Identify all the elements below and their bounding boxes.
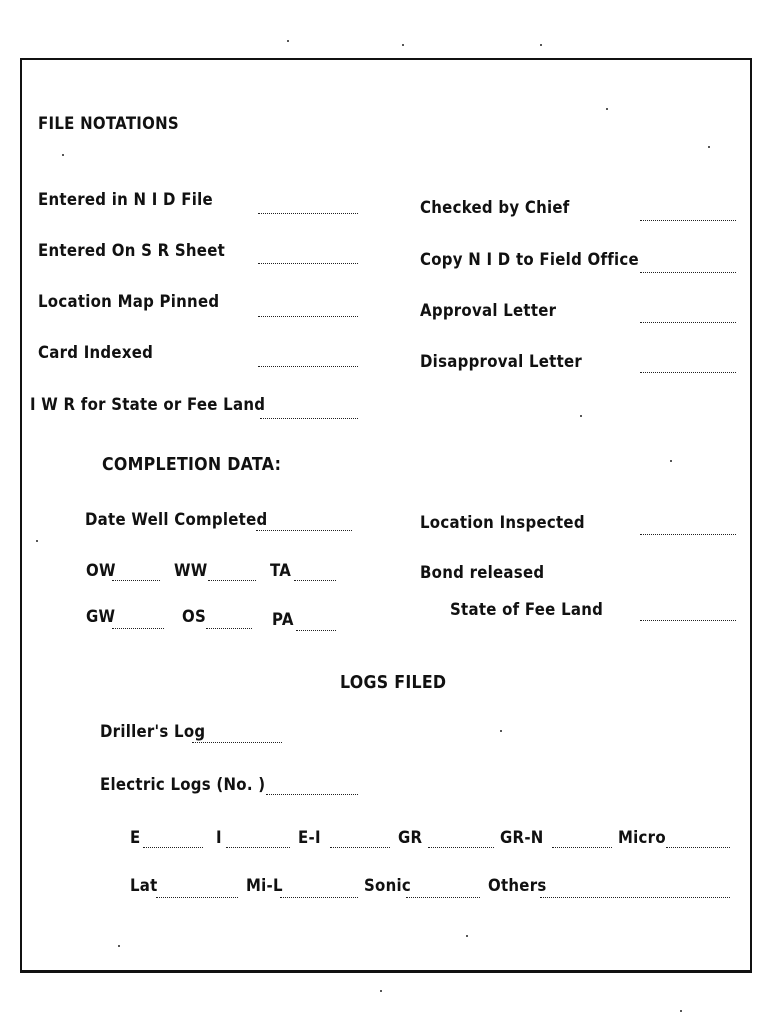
ei-log-label: E-I xyxy=(298,828,321,848)
mil-log-field[interactable] xyxy=(280,897,358,898)
ww-label: WW xyxy=(174,561,208,581)
electric-logs-label: Electric Logs (No. ) xyxy=(100,775,266,795)
drillers-log-label: Driller's Log xyxy=(100,722,206,742)
ww-field[interactable] xyxy=(208,580,256,581)
right-item-disapproval-letter: Disapproval Letter xyxy=(420,352,583,372)
gr-log-label: GR xyxy=(398,828,423,848)
ta-field[interactable] xyxy=(294,580,336,581)
form-title: FILE NOTATIONS xyxy=(38,114,179,134)
lat-log-field[interactable] xyxy=(156,897,238,898)
state-or-fee-land-field[interactable] xyxy=(640,620,736,621)
scan-speck xyxy=(287,40,289,42)
copy-nid-field-office-field[interactable] xyxy=(640,272,736,273)
pa-label: PA xyxy=(272,610,294,630)
micro-log-label: Micro xyxy=(618,828,666,848)
left-item-card-indexed: Card Indexed xyxy=(38,343,154,363)
scan-speck xyxy=(500,730,502,732)
left-item-iwr-state-fee-land: I W R for State or Fee Land xyxy=(30,395,266,415)
location-inspected-label: Location Inspected xyxy=(420,513,585,533)
i-log-field[interactable] xyxy=(226,847,290,848)
scan-speck xyxy=(670,460,672,462)
scan-speck xyxy=(466,935,468,937)
scan-speck xyxy=(708,146,710,148)
ei-log-field[interactable] xyxy=(330,847,390,848)
i-log-label: I xyxy=(216,828,222,848)
entered-nid-file-field[interactable] xyxy=(258,213,358,214)
grn-log-label: GR-N xyxy=(500,828,544,848)
ow-label: OW xyxy=(86,561,116,581)
entered-sr-sheet-field[interactable] xyxy=(258,263,358,264)
gr-log-field[interactable] xyxy=(428,847,494,848)
right-item-checked-by-chief: Checked by Chief xyxy=(420,198,570,218)
ow-field[interactable] xyxy=(112,580,160,581)
scan-speck xyxy=(680,1010,682,1012)
scan-speck xyxy=(606,108,608,110)
mil-log-label: Mi-L xyxy=(246,876,283,896)
card-indexed-field[interactable] xyxy=(258,366,358,367)
right-item-approval-letter: Approval Letter xyxy=(420,301,557,321)
sonic-log-label: Sonic xyxy=(364,876,412,896)
right-item-copy-nid-field-office: Copy N I D to Field Office xyxy=(420,250,639,270)
sonic-log-field[interactable] xyxy=(406,897,480,898)
location-map-pinned-field[interactable] xyxy=(258,316,358,317)
scan-speck xyxy=(62,154,64,156)
logs-filed-heading: LOGS FILED xyxy=(340,672,447,693)
scan-speck xyxy=(36,540,38,542)
e-log-field[interactable] xyxy=(143,847,203,848)
gw-field[interactable] xyxy=(112,628,164,629)
drillers-log-field[interactable] xyxy=(192,742,282,743)
left-item-location-map-pinned: Location Map Pinned xyxy=(38,292,220,312)
ta-label: TA xyxy=(270,561,292,581)
scan-speck xyxy=(380,990,382,992)
scan-speck xyxy=(118,945,120,947)
date-well-completed-label: Date Well Completed xyxy=(85,510,268,530)
grn-log-field[interactable] xyxy=(552,847,612,848)
approval-letter-field[interactable] xyxy=(640,322,736,323)
lat-log-label: Lat xyxy=(130,876,158,896)
scan-speck xyxy=(580,415,582,417)
location-inspected-field[interactable] xyxy=(640,534,736,535)
checked-by-chief-field[interactable] xyxy=(640,220,736,221)
scan-speck xyxy=(540,44,542,46)
completion-data-heading: COMPLETION DATA: xyxy=(102,454,282,475)
left-item-entered-nid-file: Entered in N I D File xyxy=(38,190,213,210)
iwr-state-fee-land-field[interactable] xyxy=(260,418,358,419)
micro-log-field[interactable] xyxy=(666,847,730,848)
electric-logs-field[interactable] xyxy=(266,794,358,795)
scan-speck xyxy=(402,44,404,46)
os-label: OS xyxy=(182,607,207,627)
left-item-entered-sr-sheet: Entered On S R Sheet xyxy=(38,241,226,261)
gw-label: GW xyxy=(86,607,116,627)
disapproval-letter-field[interactable] xyxy=(640,372,736,373)
date-well-completed-field[interactable] xyxy=(256,530,352,531)
state-or-fee-land-label: State of Fee Land xyxy=(450,600,604,620)
others-log-label: Others xyxy=(488,876,547,896)
others-log-field[interactable] xyxy=(540,897,730,898)
bond-released-label: Bond released xyxy=(420,563,545,583)
pa-field[interactable] xyxy=(296,630,336,631)
e-log-label: E xyxy=(130,828,141,848)
os-field[interactable] xyxy=(206,628,252,629)
